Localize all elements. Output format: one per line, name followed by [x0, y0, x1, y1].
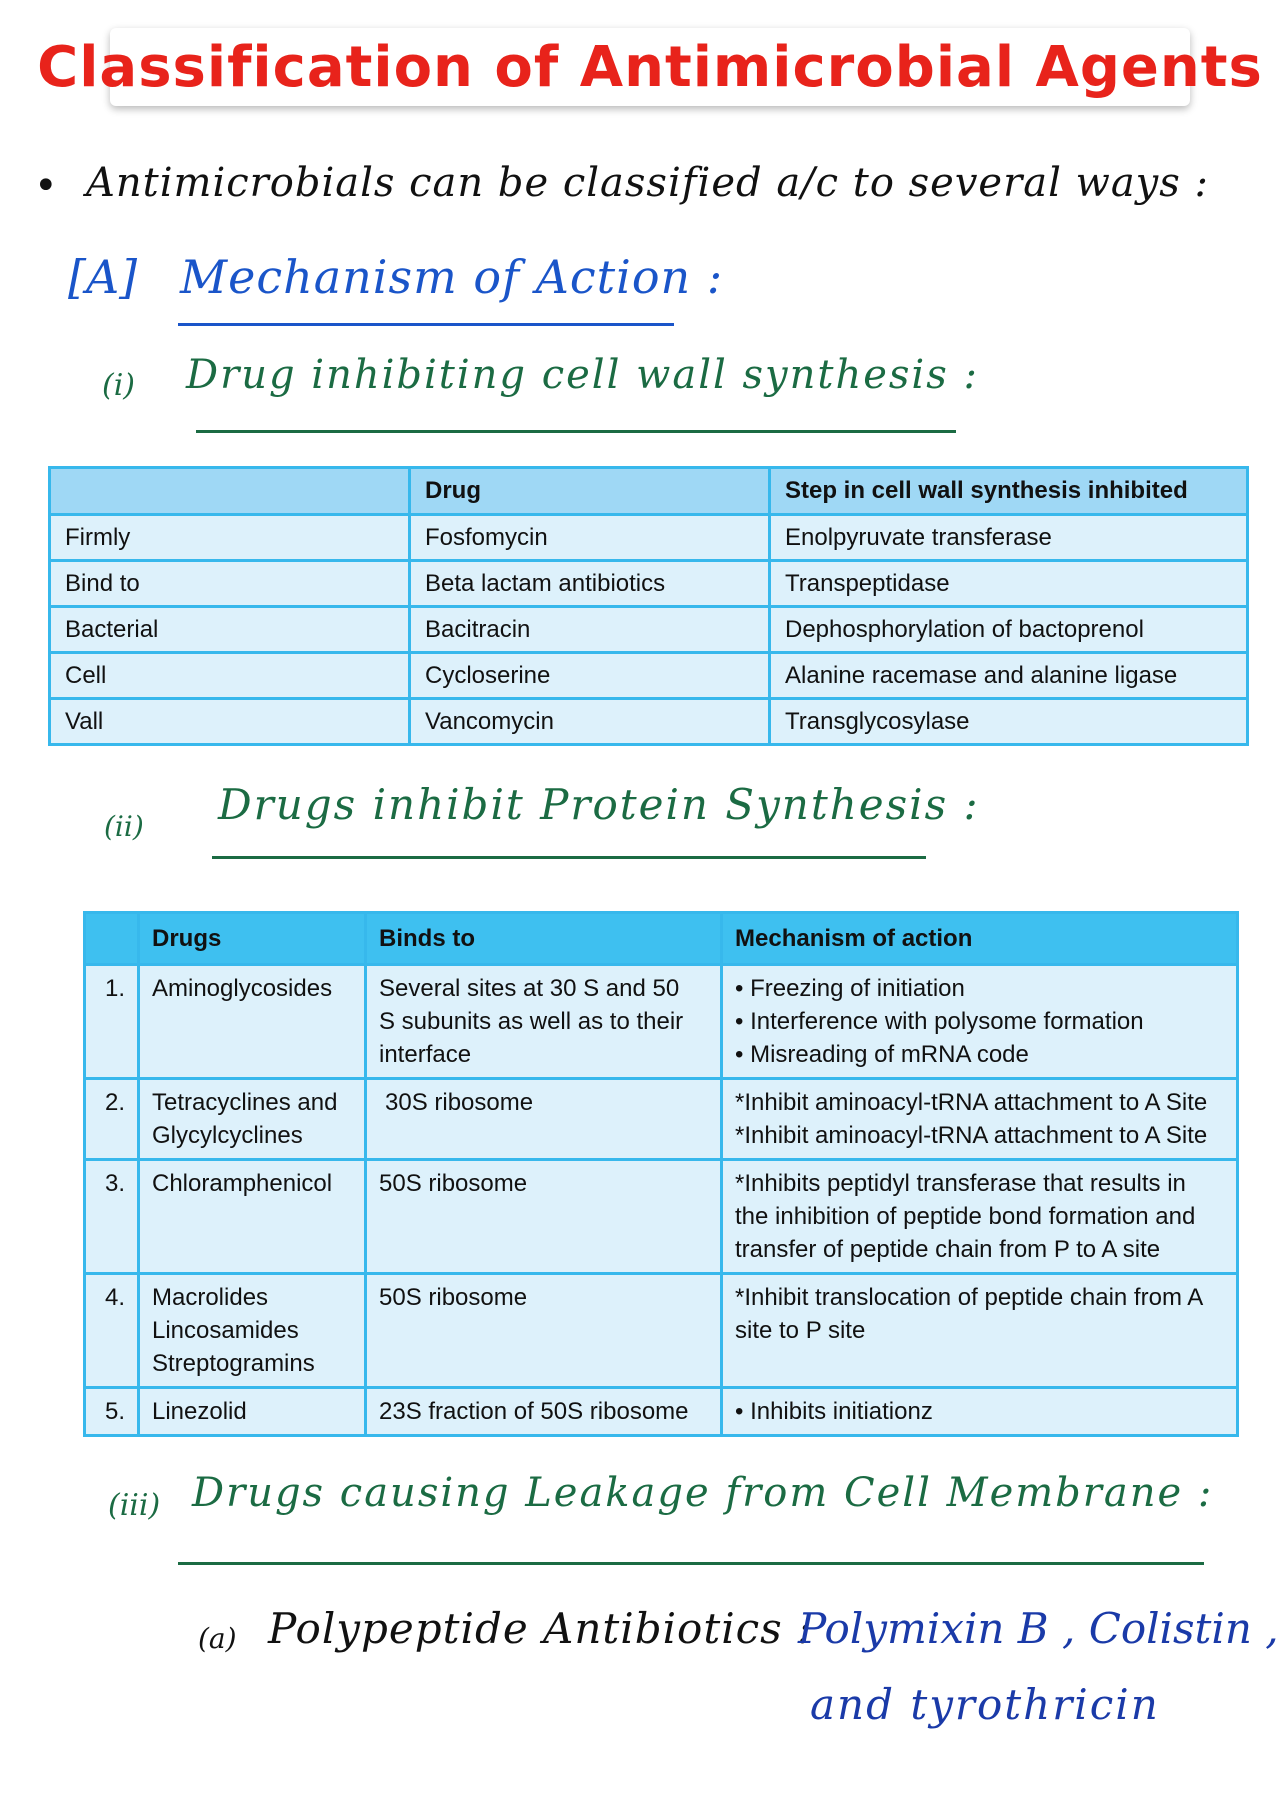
table-row [50, 699, 1248, 745]
binds-cell [366, 1388, 722, 1436]
table-row [50, 607, 1248, 653]
section-a-heading: Mechanism of Action : [180, 250, 724, 304]
binds-line: 30S ribosome [385, 1089, 534, 1116]
sub3a-label: (a) [198, 1622, 237, 1655]
table-header-row [85, 913, 1238, 965]
mnemonic-cell: Vall [50, 699, 410, 745]
drug-line: Linezolid [152, 1398, 247, 1425]
binds-line: 50S ribosome [379, 1284, 528, 1311]
drug-line: Lincosamides [152, 1317, 299, 1344]
mechanism-line: • Inhibits initiationz [735, 1398, 933, 1425]
step-cell: Dephosphorylation of bactoprenol [770, 607, 1248, 653]
mechanism-line: *Inhibits peptidyl transferase that results in [735, 1170, 1186, 1197]
sub3a-answer-line2: and tyrothricin [810, 1680, 1160, 1729]
drug-line: Streptogramins [152, 1350, 315, 1377]
mechanism-item: • Misreading of mRNA code [735, 1038, 1224, 1071]
intro-text: Antimicrobials can be classified a/c to several ways : [86, 160, 1209, 206]
mechanism-line: *Inhibit aminoacyl-tRNA attachment to A Site [735, 1122, 1208, 1149]
table-row [50, 561, 1248, 607]
table-header-cell: Drugs [139, 913, 366, 965]
table-row [85, 1160, 1238, 1274]
table-row [85, 1388, 1238, 1436]
drug-line: Glycylcyclines [152, 1122, 303, 1149]
mnemonic-cell: Firmly [50, 515, 410, 561]
drug-cell [139, 1274, 366, 1388]
step-cell: Transglycosylase [770, 699, 1248, 745]
table-row [50, 653, 1248, 699]
cell-wall-table [48, 466, 1249, 746]
binds-cell [366, 965, 722, 1079]
drug-cell [139, 965, 366, 1079]
table-header-cell: Step in cell wall synthesis inhibited [770, 468, 1248, 515]
mechanism-item: • Interference with polysome formation [735, 1005, 1224, 1038]
mechanism-item: • Freezing of initiation [735, 972, 1224, 1005]
mechanism-cell [722, 1079, 1238, 1160]
table-row [85, 1079, 1238, 1160]
mechanism-cell [722, 1160, 1238, 1274]
mechanism-line: site to P site [735, 1317, 866, 1344]
protein-synthesis-table [83, 911, 1239, 1437]
drug-line: Macrolides [152, 1284, 269, 1311]
sub3-label: (iii) [108, 1488, 161, 1523]
step-cell: Transpeptidase [770, 561, 1248, 607]
binds-line: interface [379, 1041, 472, 1068]
table-header-cell: Binds to [366, 913, 722, 965]
table-row [50, 515, 1248, 561]
mechanism-cell [722, 965, 1238, 1079]
row-number: 2. [85, 1079, 139, 1160]
sub3a-answer-line1: Polymixin B , Colistin , [798, 1604, 1279, 1653]
table-header-cell [85, 913, 139, 965]
table-header-row [50, 468, 1248, 515]
row-number: 3. [85, 1160, 139, 1274]
section-a-label: [A] [68, 250, 138, 304]
mechanism-line: the inhibition of peptide bond formation and [735, 1203, 1196, 1230]
drug-cell: Cycloserine [410, 653, 770, 699]
row-number: 5. [85, 1388, 139, 1436]
mnemonic-cell: Bind to [50, 561, 410, 607]
table-row [85, 1274, 1238, 1388]
binds-line: Several sites at 30 S and 50 [379, 975, 680, 1002]
drug-line: Aminoglycosides [152, 975, 333, 1002]
drug-line: Chloramphenicol [152, 1170, 333, 1197]
step-cell: Enolpyruvate transferase [770, 515, 1248, 561]
title-banner [37, 28, 1263, 106]
sub2-heading: Drugs inhibit Protein Synthesis : [218, 780, 980, 829]
sub3-heading: Drugs causing Leakage from Cell Membrane : [192, 1470, 1214, 1516]
binds-cell [366, 1160, 722, 1274]
drug-cell: Bacitracin [410, 607, 770, 653]
drug-cell [139, 1388, 366, 1436]
section-a-underline [178, 323, 674, 326]
row-number: 1. [85, 965, 139, 1079]
sub2-label: (ii) [104, 810, 144, 843]
binds-line: 23S fraction of 50S ribosome [379, 1398, 689, 1425]
binds-line: 50S ribosome [379, 1170, 528, 1197]
mechanism-cell [722, 1388, 1238, 1436]
table-header-cell [50, 468, 410, 515]
sub1-underline [196, 430, 956, 433]
binds-line: S subunits as well as to their [379, 1008, 684, 1035]
sub3-underline [178, 1562, 1204, 1565]
binds-cell [366, 1274, 722, 1388]
table-row [85, 965, 1238, 1079]
mechanism-line: transfer of peptide chain from P to A site [735, 1236, 1161, 1263]
mechanism-line: *Inhibit aminoacyl-tRNA attachment to A Site [735, 1089, 1208, 1116]
row-number: 4. [85, 1274, 139, 1388]
sub3a-heading: Polypeptide Antibiotics : [268, 1604, 813, 1653]
drug-line: Tetracyclines and [152, 1089, 338, 1116]
drug-cell: Fosfomycin [410, 515, 770, 561]
drug-cell [139, 1079, 366, 1160]
intro-bullet: • [34, 163, 58, 209]
sub2-underline [212, 856, 926, 859]
table-header-cell: Drug [410, 468, 770, 515]
table-header-cell: Mechanism of action [722, 913, 1238, 965]
mechanism-cell [722, 1274, 1238, 1388]
sub1-heading: Drug inhibiting cell wall synthesis : [186, 352, 979, 398]
step-cell: Alanine racemase and alanine ligase [770, 653, 1248, 699]
drug-cell [139, 1160, 366, 1274]
mechanism-line: *Inhibit translocation of peptide chain from A [735, 1284, 1204, 1311]
drug-cell: Beta lactam antibiotics [410, 561, 770, 607]
mnemonic-cell: Cell [50, 653, 410, 699]
mnemonic-cell: Bacterial [50, 607, 410, 653]
binds-cell [366, 1079, 722, 1160]
sub1-label: (i) [102, 368, 136, 403]
page-title: Classification of Antimicrobial Agents [37, 34, 1263, 100]
drug-cell: Vancomycin [410, 699, 770, 745]
